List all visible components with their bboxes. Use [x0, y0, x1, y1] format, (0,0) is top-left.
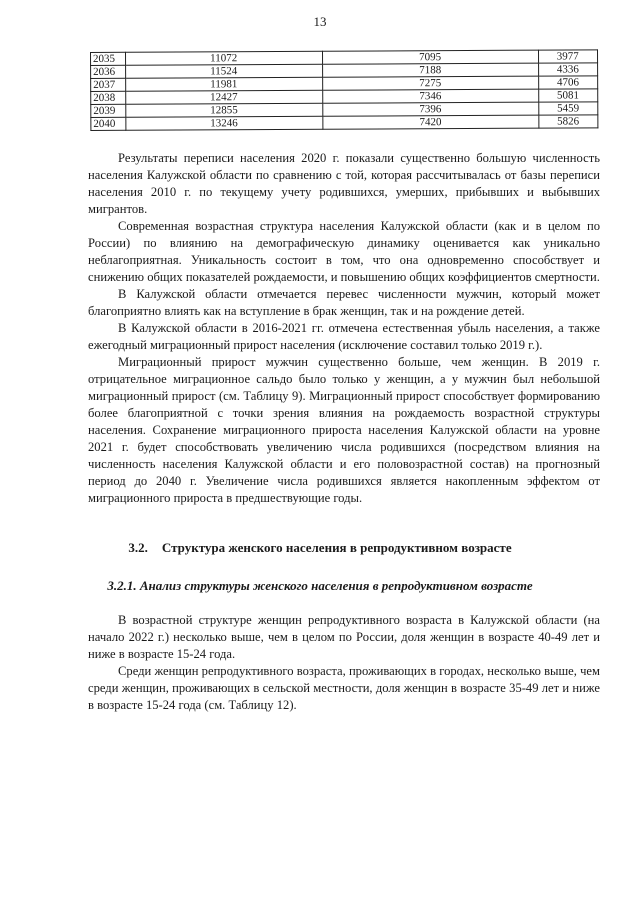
- women-cell: 4706: [538, 76, 598, 89]
- body-text: [88, 150, 600, 507]
- section-number: 3.2.: [128, 540, 148, 555]
- paragraph: В Калужской области отмечается перевес численности мужчин, который может благоприятно влиять как на вступление в брак женщин, так и на рождение детей.: [88, 287, 600, 318]
- men-cell: 7346: [322, 89, 538, 103]
- total-cell: 12427: [125, 90, 322, 104]
- year-cell: 2040: [91, 117, 126, 130]
- men-cell: 7396: [322, 102, 538, 116]
- men-cell: 7420: [323, 115, 539, 129]
- total-cell: 11072: [125, 51, 322, 65]
- men-cell: 7275: [322, 76, 538, 90]
- year-cell: 2035: [91, 52, 126, 65]
- women-cell: 5459: [538, 102, 598, 115]
- total-cell: 12855: [125, 103, 322, 117]
- section-title: Структура женского населения в репродуктивном возрасте: [161, 540, 512, 555]
- total-cell: 11981: [125, 77, 322, 91]
- men-cell: 7188: [322, 63, 538, 77]
- women-cell: 3977: [538, 50, 598, 63]
- population-forecast-table: [90, 49, 598, 131]
- year-cell: 2037: [91, 78, 126, 91]
- women-cell: 5826: [538, 115, 598, 128]
- page-number: 13: [313, 14, 327, 29]
- paragraph: Результаты переписи населения 2020 г. показали существенно большую численность населения Калужской области по сравнению с той, которая рассчитывалась от базы переписи населения 2010 г. по текущему учету родившихся, умерших, прибывших и выбывших мигрантов.: [88, 151, 600, 216]
- body-text-2: [88, 612, 600, 714]
- paragraph: Современная возрастная структура населения Калужской области (как и в целом по России) по влиянию на демографическую динамику оценивается как уникально неблагоприятная. Уникальность состоит в том, что она одновременно способствует и снижению общих показателей рождаемости, и повышению общих коэффициентов смертности.: [88, 219, 600, 284]
- subsection-heading: 3.2.1. Анализ структуры женского населения в репродуктивном возрасте: [107, 578, 533, 593]
- women-cell: 5081: [538, 89, 598, 102]
- paragraph: Среди женщин репродуктивного возраста, проживающих в городах, несколько выше, чем среди женщин, проживающих в сельской местности, доля женщин в возрасте 35-49 лет и ниже в возрасте 15-24 года (см. Таблицу 12).: [88, 664, 600, 712]
- year-cell: 2039: [91, 104, 126, 117]
- women-cell: 4336: [538, 63, 598, 76]
- paragraph: В возрастной структуре женщин репродуктивного возраста в Калужской области (на начало 2022 г.) несколько выше, чем в целом по России, доля женщин в возрасте 40-49 лет и ниже в возрасте 15-24 года.: [88, 613, 600, 661]
- section-heading: [0, 540, 640, 556]
- table-row: [91, 115, 598, 131]
- men-cell: 7095: [322, 50, 538, 64]
- paragraph: Миграционный прирост мужчин существенно больше, чем женщин. В 2019 г. отрицательное миграционное сальдо было только у женщин, а у мужчин был небольшой миграционный прирост (см. Таблицу 9). Миграционный прирост способствует формированию более благоприятной с точки зрения влияния на рождаемость возрастной структуры населения. Сохранение миграционного прироста населения Калужской области на уровне 2021 г. будет способствовать увеличению числа родившихся (посредством влияния на численность населения Калужской области и его половозрастной состав) на прогнозный период до 2040 г. Увеличение числа родившихся является накопленным эффектом от миграционного прироста в предшествующие годы.: [88, 355, 600, 505]
- total-cell: 13246: [125, 116, 322, 130]
- year-cell: 2036: [91, 65, 126, 78]
- year-cell: 2038: [91, 91, 126, 104]
- paragraph: В Калужской области в 2016-2021 гг. отмечена естественная убыль населения, а также ежегодный миграционный прирост населения (исключение составил только 2019 г.).: [88, 321, 600, 352]
- total-cell: 11524: [125, 64, 322, 78]
